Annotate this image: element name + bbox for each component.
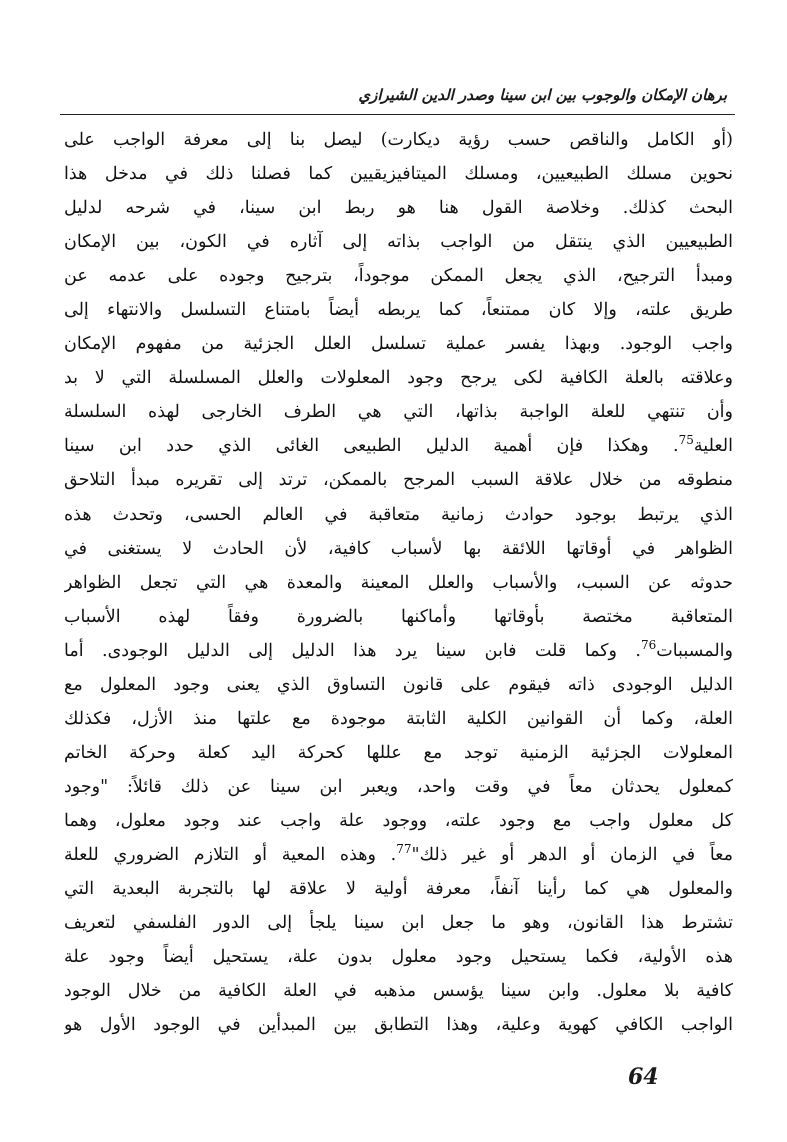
- text-line: منطوقه من خلال علاقة السبب المرجح بالممكن، ترتد إلى تقريره مبدأ التلاحق: [64, 470, 733, 491]
- text-line: وعلاقته بالعلة الكافية لكى يرجح وجود المعلولات والعلل المسلسلة التي لا بد: [64, 368, 733, 389]
- line-rest: . وهذه المعية أو التلازم الضروري للعلة: [64, 844, 397, 865]
- text-line-with-footnote: [64, 634, 733, 668]
- text-line: العلة، وكما أن القوانين الكلية الثابتة موجودة مع علتها منذ الأزل، فكذلك: [64, 708, 733, 729]
- text-line: واجب الوجود. وبهذا يفسر عملية تسلسل العلل الجزئية من مفهوم الإمكان: [64, 334, 733, 355]
- text-line: المتعاقبة مختصة بأوقاتها وأماكنها بالضرورة وفقاً لهذه الأسباب: [64, 606, 733, 627]
- running-header: برهان الإمكان والوجوب بين ابن سينا وصدر الدين الشيرازي: [358, 86, 727, 104]
- line-rest: . وهكذا فإن أهمية الدليل الطبيعى الغائى الذي حدد ابن سينا: [64, 436, 679, 457]
- line-prefix: العلية: [693, 436, 733, 457]
- footnote-ref-75: 75: [678, 433, 694, 448]
- quote-end: ": [411, 844, 420, 865]
- text-line: ومبدأ الترجيح، الذي يجعل الممكن موجوداً، بترجيح وجوده على عدمه عن: [64, 266, 733, 287]
- text-line: وأن تنتهي للعلة الواجبة بذاتها، التي هي الطرف الخارجى لهذه السلسلة: [64, 402, 733, 423]
- text-line: حدوثه عن السبب، والأسباب والعلل المعينة والمعدة هي التي تجعل الظواهر: [64, 572, 733, 593]
- page-number: 64: [628, 1064, 659, 1090]
- text-line-with-footnote: [64, 838, 733, 872]
- text-line: الدليل الوجودى ذاته فيقوم على قانون التساوق الذي يعنى وجود المعلول مع: [64, 674, 733, 695]
- text-line: طريق علته، وإلا كان ممتنعاً، كما يربطه أيضاً بامتناع التسلسل والانتهاء إلى: [64, 300, 733, 321]
- text-line: كل معلول واجب مع وجود علته، ووجود علة واجب عند وجود معلول، وهما: [64, 810, 733, 831]
- text-line: الظواهر في أوقاتها اللائقة بها لأسباب كافية، لأن الحادث لا يستغنى في: [64, 538, 733, 559]
- footnote-ref-76: 76: [640, 637, 657, 652]
- line-start: معاً في الزمان أو الدهر أو غير ذلك: [419, 844, 733, 865]
- footnote-ref-77: 77: [396, 842, 412, 857]
- text-line: البحث كذلك. وخلاصة القول هنا هو ربط ابن سينا، في شرحه لدليل: [64, 198, 733, 219]
- text-line: المعلولات الجزئية الزمنية توجد مع عللها كحركة اليد كعلة وحركة الخاتم: [64, 742, 733, 763]
- text-line: الطبيعيين الذي ينتقل من الواجب بذاته إلى آثاره في الكون، بين الإمكان: [64, 232, 733, 253]
- body-text: [64, 123, 733, 1042]
- text-line: هذه الأولية، فكما يستحيل وجود معلول بدون علة، يستحيل أيضاً وجود علة: [64, 947, 733, 968]
- text-line: الذي يرتبط بوجود حوادث زمانية متعاقبة في العالم الحسى، وتحدث هذه: [64, 504, 733, 525]
- text-line: كمعلول يحدثان معاً في وقت واحد، ويعبر ابن سينا عن ذلك قائلاً: "وجود: [64, 776, 733, 797]
- header-rule: [60, 114, 735, 115]
- text-line: الواجب الكافي كهوية وعلية، وهذا التطابق بين المبدأين في الوجود الأول هو: [64, 1015, 733, 1036]
- text-line: تشترط هذا القانون، وهو ما جعل ابن سينا يلجأ إلى الدور الفلسفي لتعريف: [64, 913, 733, 934]
- text-line-with-footnote: [64, 429, 733, 463]
- text-line: والمعلول هي كما رأينا آنفاً، معرفة أولية لا علاقة لها بالتجربة البعدية التي: [64, 879, 733, 900]
- line-prefix: والمسببات: [656, 640, 733, 661]
- text-line: نحوين مسلك الطبيعيين، ومسلك الميتافيزيقيين كما فصلنا ذلك في مدخل هذا: [64, 164, 733, 185]
- text-line: (أو الكامل والناقص حسب رؤية ديكارت) ليصل بنا إلى معرفة الواجب على: [64, 130, 733, 150]
- line-rest: . وكما قلت فابن سينا يرد هذا الدليل إلى الدليل الوجودى. أما: [64, 640, 641, 661]
- text-line: كافية بلا معلول. وابن سينا يؤسس مذهبه في العلة الكافية من خلال الوجود: [64, 981, 733, 1002]
